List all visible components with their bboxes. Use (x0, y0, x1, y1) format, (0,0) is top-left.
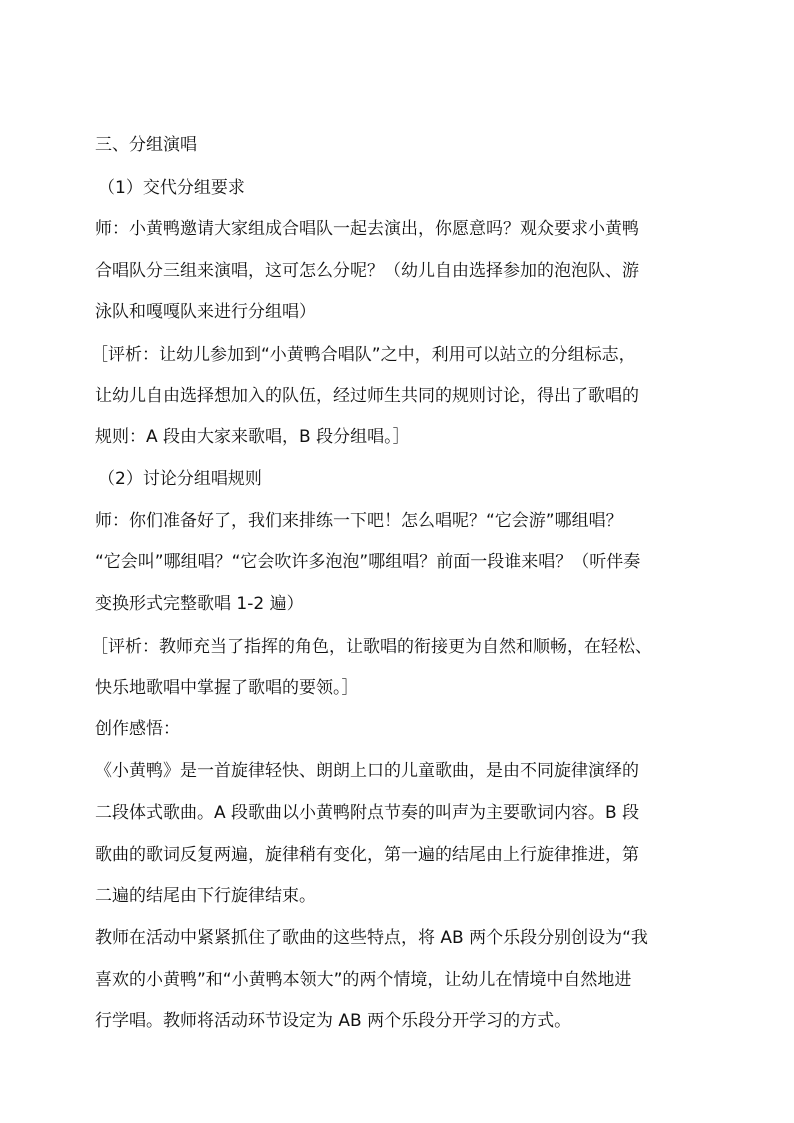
paragraph-heading: 创作感悟： (95, 719, 180, 739)
paragraph-line: 变换形式完整歌唱 1-2 遍） (95, 594, 304, 614)
commentary-line: 规则：A 段由大家来歌唱，B 段分组唱。］ (95, 427, 410, 447)
commentary-line: ［评析：让幼儿参加到“小黄鸭合唱队”之中，利用可以站立的分组标志， (91, 345, 636, 365)
paragraph-line: 泳队和嘎嘎队来进行分组唱） (95, 302, 316, 322)
paragraph-line: 二段体式歌曲。A 段歌曲以小黄鸭附点节奏的叫声为主要歌词内容。B 段 (95, 803, 640, 823)
paragraph-line: 喜欢的小黄鸭”和“小黄鸭本领大”的两个情境，让幼儿在情境中自然地进 (95, 970, 632, 990)
paragraph-line: 行学唱。教师将活动环节设定为 AB 两个乐段分开学习的方式。 (95, 1011, 572, 1031)
commentary-line: 让幼儿自由选择想加入的队伍，经过师生共同的规则讨论，得出了歌唱的 (95, 386, 639, 406)
paragraph-line: “它会叫”哪组唱？“它会吹许多泡泡”哪组唱？前面一段谁来唱？（听伴奏 (95, 552, 641, 572)
paragraph-line: 师：你们准备好了，我们来排练一下吧！怎么唱呢？“它会游”哪组唱？ (95, 511, 623, 531)
commentary-line: 快乐地歌唱中掌握了歌唱的要领。］ (95, 678, 359, 698)
subsection-heading: （1）交代分组要求 (98, 178, 245, 198)
section-heading: 三、分组演唱 (95, 135, 197, 155)
paragraph-line: 《小黄鸭》是一首旋律轻快、朗朗上口的儿童歌曲，是由不同旋律演绎的 (95, 761, 639, 781)
paragraph-line: 歌曲的歌词反复两遍，旋律稍有变化，第一遍的结尾由上行旋律推进，第 (95, 845, 639, 865)
paragraph-line: 师：小黄鸭邀请大家组成合唱队一起去演出，你愿意吗？观众要求小黄鸭 (95, 219, 639, 239)
commentary-line: ［评析：教师充当了指挥的角色，让歌唱的衔接更为自然和顺畅，在轻松、 (91, 637, 652, 657)
paragraph-line: 教师在活动中紧紧抓住了歌曲的这些特点，将 AB 两个乐段分别创设为“我 (95, 928, 648, 948)
paragraph-line: 合唱队分三组来演唱，这可怎么分呢？（幼儿自由选择参加的泡泡队、游 (95, 261, 639, 281)
paragraph-line: 二遍的结尾由下行旋律结束。 (95, 886, 316, 906)
subsection-heading: （2）讨论分组唱规则 (98, 469, 262, 489)
